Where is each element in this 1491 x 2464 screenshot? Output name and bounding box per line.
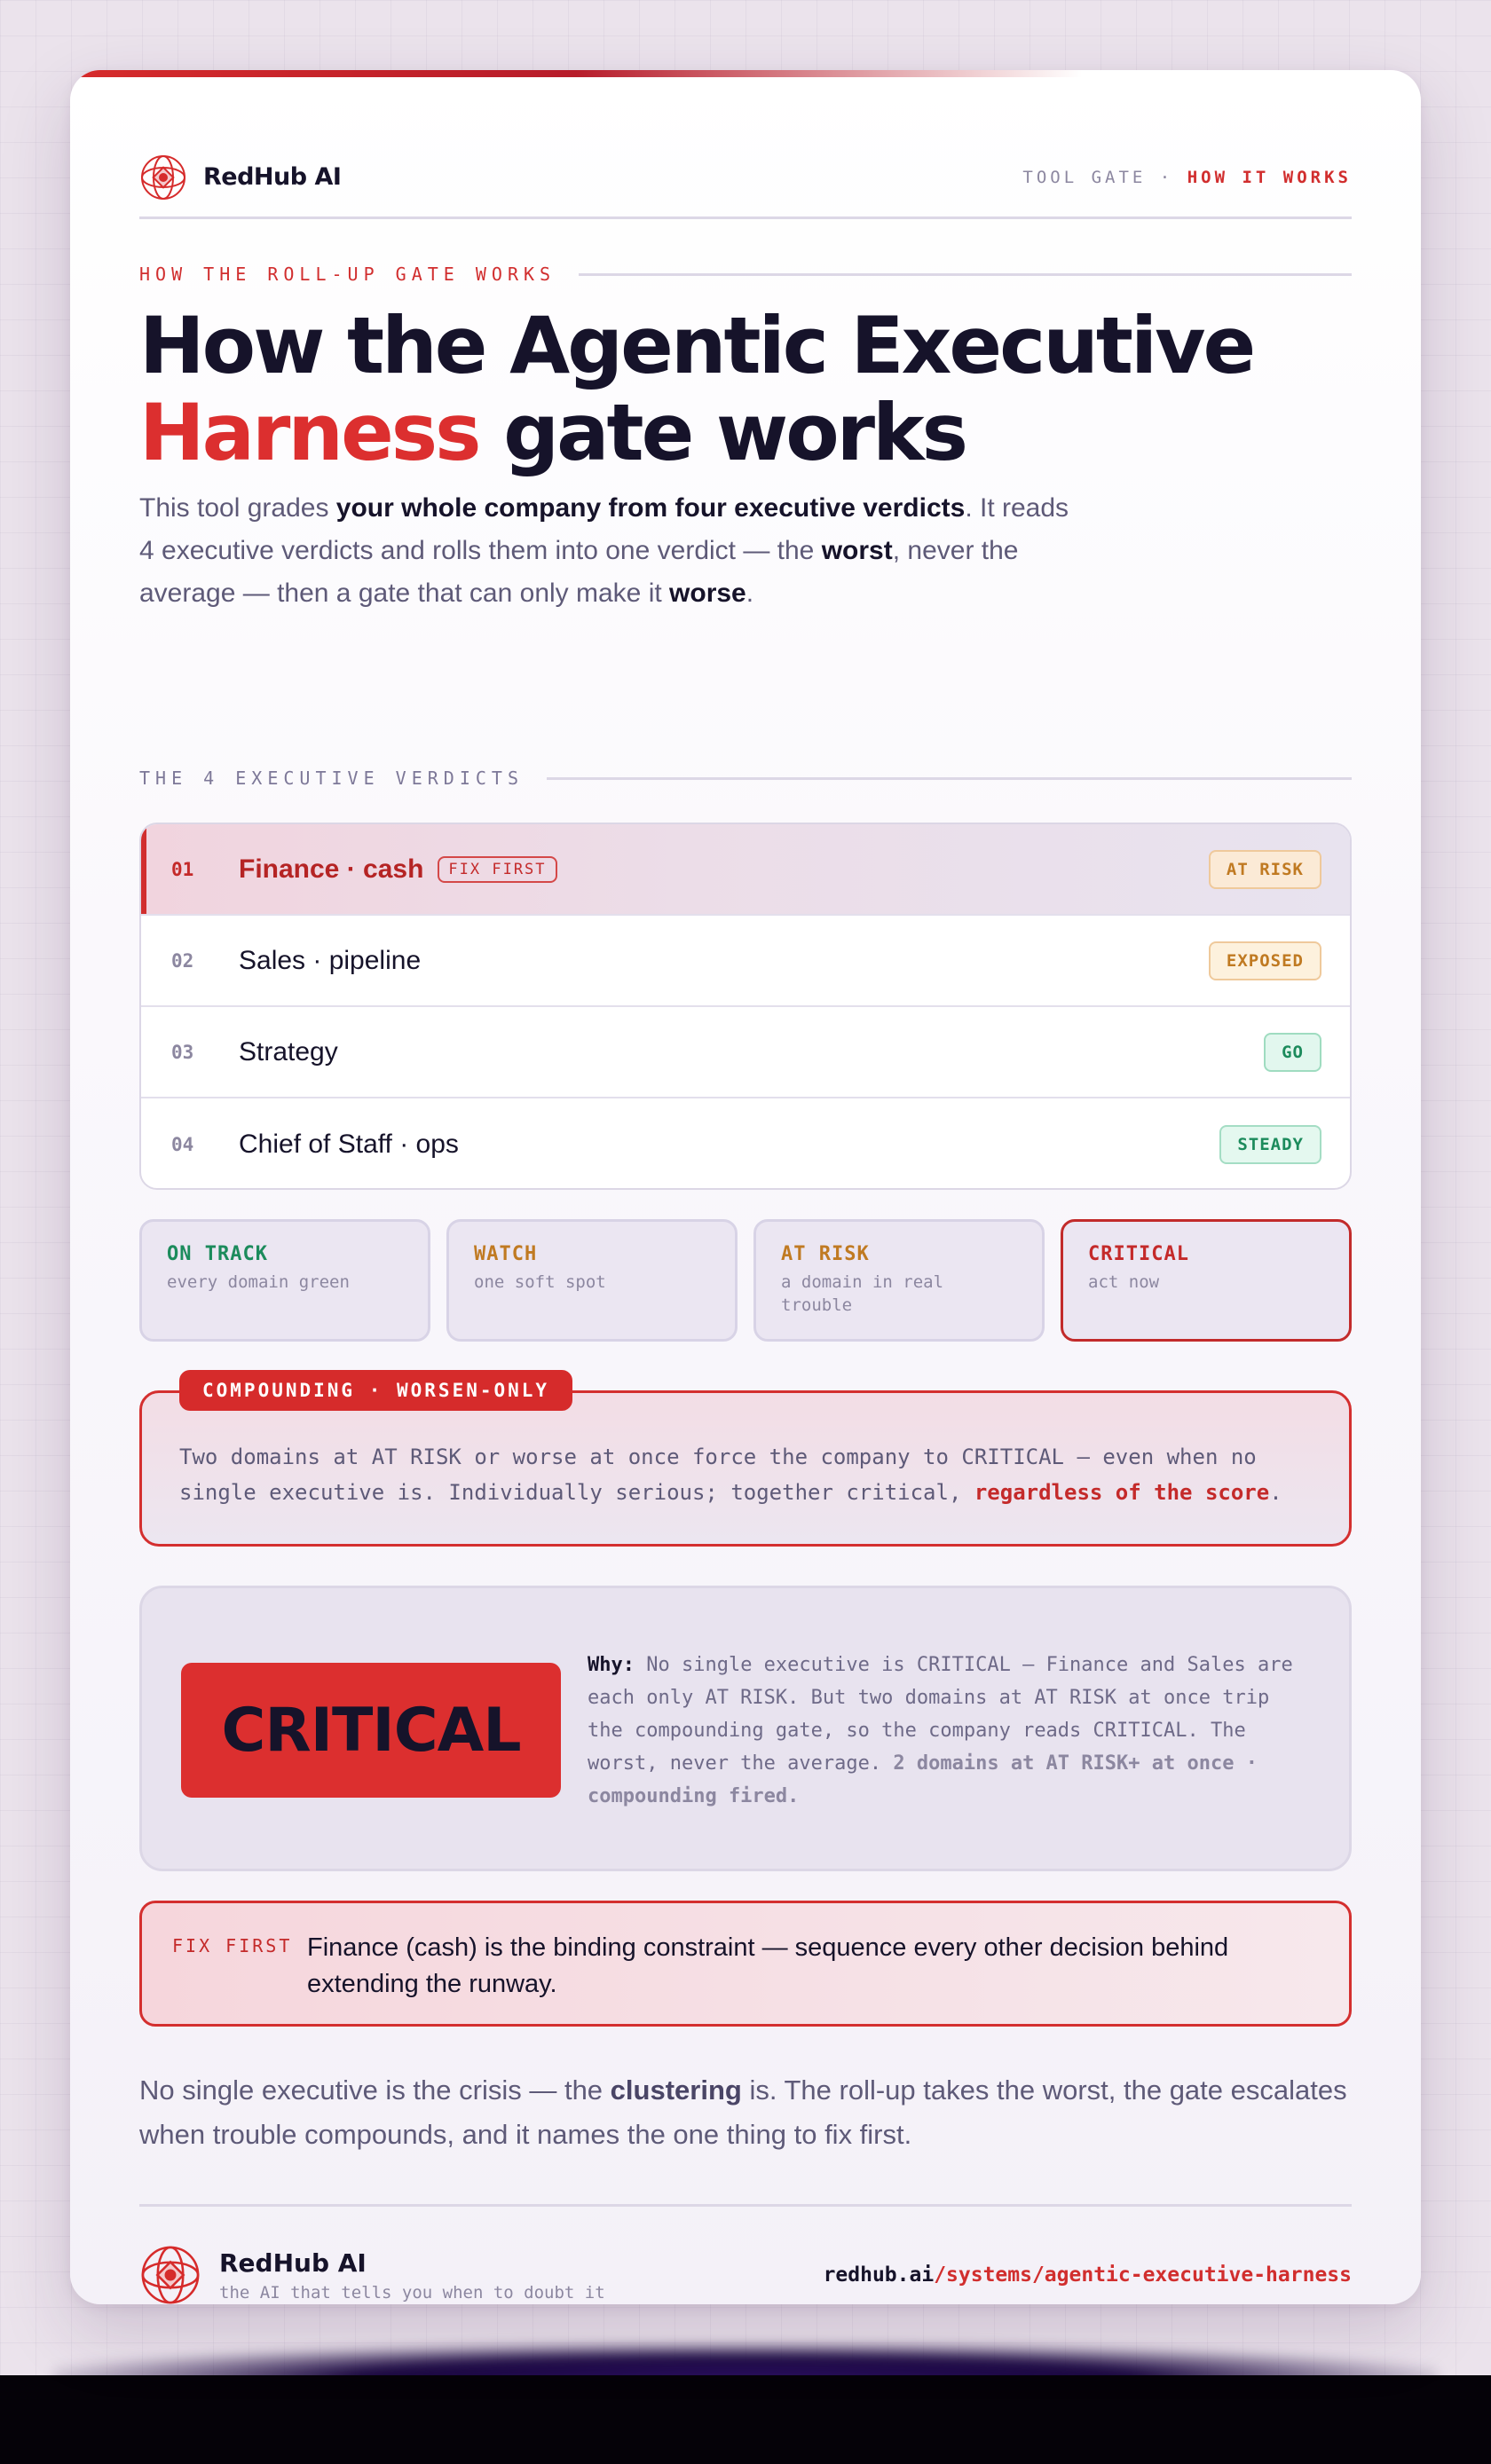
url-path: /systems/agentic-executive-harness [934,2263,1352,2287]
url-host: redhub.ai [823,2263,935,2287]
status-badge: STEADY [1219,1125,1321,1164]
verdict-row[interactable] [141,1098,1350,1190]
top-accent-bar [70,70,1082,77]
kicker: HOW THE ROLL-UP GATE WORKS [139,264,556,285]
level-name: ON TRACK [167,1243,268,1265]
verdict-name: Sales · pipeline [239,945,422,975]
intro-text-1: This tool grades [139,493,336,523]
closing-text-1: No single executive is the crisis — the [139,2074,611,2106]
verdict-number: 03 [171,1041,194,1063]
verdicts-table [139,823,1352,1190]
level-desc: a domain in real trouble [781,1272,944,1315]
level-at-risk [753,1219,1045,1342]
level-name: CRITICAL [1088,1243,1189,1265]
title-highlight: Harness [139,387,479,478]
verdicts-section-header [139,760,1352,796]
footer-rule [139,2204,1352,2207]
level-desc: one soft spot [474,1272,606,1292]
intro-paragraph [139,487,1080,615]
nav-tool-gate[interactable]: TOOL GATE · [1022,167,1174,187]
intro-text-2: . It reads 4 executive verdicts and rolls them into one verdict — the [139,493,1069,565]
page-title [139,300,1352,478]
verdicts-section-rule [547,777,1352,780]
verdict-number: 01 [171,858,194,880]
kicker-row [139,252,1352,296]
closing-paragraph [139,2068,1352,2157]
title-line-2: gate works [478,387,966,478]
compounding-body: Two domains at AT RISK or worse at once force the company to CRITICAL — even when no single executive is. Individually serious; together critical, [179,1445,1257,1505]
intro-bold-2: worst [821,536,893,565]
fix-first-text: Finance (cash) is the binding constraint — sequence every other decision behind extending the runway. [307,1933,1229,1998]
level-desc: every domain green [167,1272,350,1292]
header-nav [1022,168,1352,187]
footer-brand[interactable] [139,2244,605,2304]
intro-bold-3: worse [669,579,746,608]
verdicts-section-label: THE 4 EXECUTIVE VERDICTS [139,768,524,789]
status-badge: EXPOSED [1209,941,1321,980]
closing-text-2: is. The roll-up takes the worst, the gate escalates when trouble compounds, and it names the one thing to fix first. [139,2074,1347,2150]
footer [139,2235,1352,2304]
why-note: 2 domains at AT RISK+ at once · compounding fired. [588,1752,1258,1807]
verdict-row[interactable] [141,1007,1350,1098]
why-text: No single executive is CRITICAL — Finance and Sales are each only AT RISK. But two domains at AT RISK at once trip the compounding gate, so the company reads CRITICAL. The worst, never the average. [588,1654,1293,1775]
fix-first-tag: FIX FIRST [438,856,556,883]
bottom-band [0,2375,1491,2464]
closing-bold: clustering [610,2074,742,2106]
redhub-logo-icon [139,154,187,201]
brand[interactable] [139,154,341,201]
nav-how-it-works[interactable]: HOW IT WORKS [1187,167,1352,187]
fix-first-box [139,1901,1352,2027]
level-critical [1061,1219,1352,1342]
compounding-end: . [1269,1480,1282,1505]
compounding-box [139,1380,1352,1547]
verdict-row[interactable] [141,824,1350,916]
company-verdict-panel [139,1586,1352,1871]
verdict-row[interactable] [141,916,1350,1007]
compounding-emphasis: regardless of the score [974,1480,1270,1505]
intro-text-4: . [746,579,754,608]
footer-tagline: the AI that tells you when to doubt it [219,2282,605,2303]
title-line-1: How the Agentic Executive [139,300,1254,391]
intro-bold-1: your whole company from four executive verdicts [335,493,966,523]
fix-first-label: FIX FIRST [172,1935,293,1956]
footer-brand-name: RedHub AI [219,2248,367,2278]
level-on-track [139,1219,430,1342]
level-name: WATCH [474,1243,538,1265]
level-watch [446,1219,738,1342]
status-badge: AT RISK [1209,850,1321,889]
level-name: AT RISK [781,1243,870,1265]
status-badge: GO [1264,1033,1321,1072]
redhub-logo-icon [139,2244,201,2304]
verdict-name: Strategy [239,1036,338,1067]
verdict-explanation [588,1649,1299,1813]
level-desc: act now [1088,1272,1160,1292]
levels-legend [139,1219,1352,1342]
main-card [70,70,1421,2304]
verdict-name: Finance · cash [239,854,424,884]
compounding-text [179,1439,1314,1510]
kicker-rule [579,273,1352,276]
compounding-tag: COMPOUNDING · WORSEN-ONLY [179,1370,572,1411]
verdict-number: 02 [171,949,194,972]
verdict-name: Chief of Staff · ops [239,1129,459,1159]
why-label: Why: [588,1654,635,1676]
verdict-number: 04 [171,1133,194,1155]
intro-text-3: , never the average — then a gate that can only make it [139,536,1019,608]
verdict-result-badge: CRITICAL [181,1663,561,1798]
header [139,138,1352,219]
brand-name: RedHub AI [203,163,342,191]
footer-url-link[interactable] [824,2263,1352,2287]
